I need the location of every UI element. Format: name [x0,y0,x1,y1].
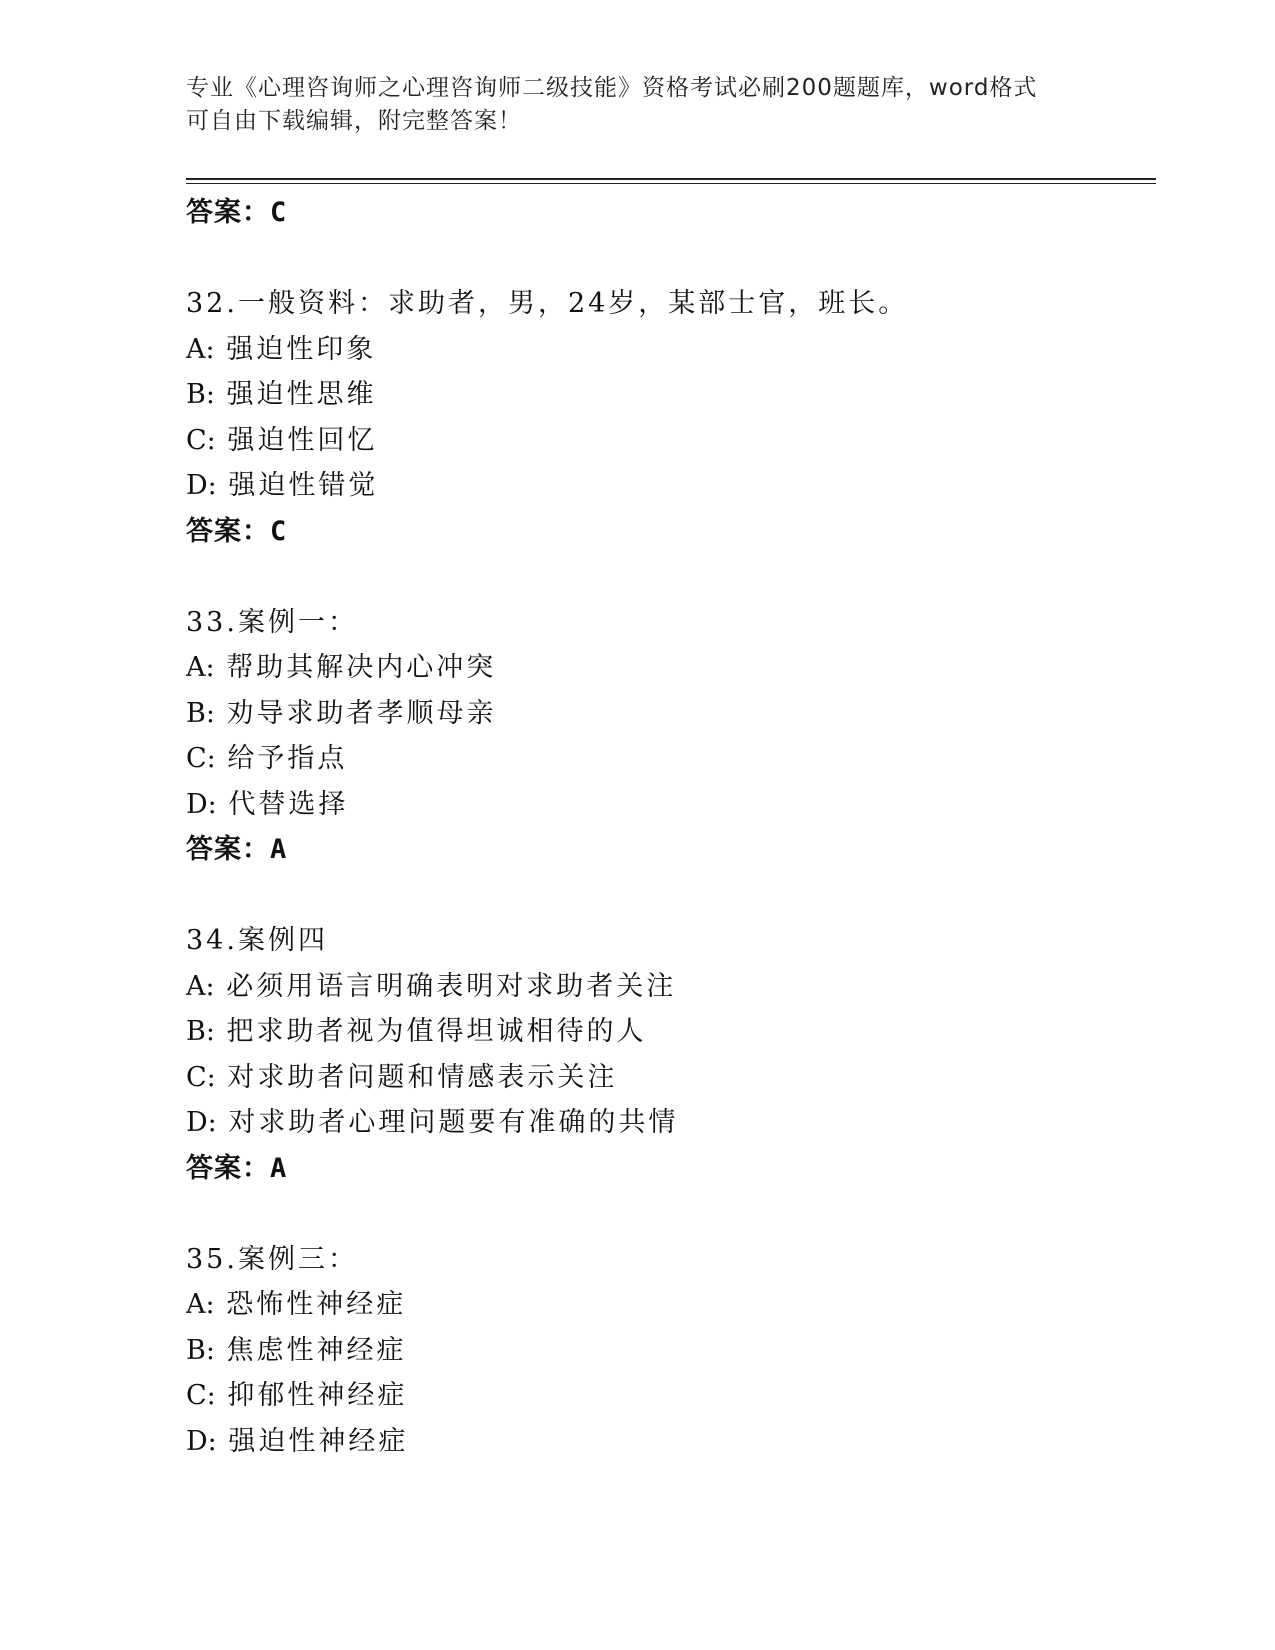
option-text: 恐怖性神经症 [226,1289,407,1320]
answer-value: A [270,1152,288,1184]
option-key: B: [186,379,215,410]
option-text: 对求助者问题和情感表示关注 [227,1061,618,1093]
option-text: 强迫性错觉 [228,470,379,501]
option-b [186,691,1146,737]
answer-line [186,190,1146,236]
option-c [186,1373,1146,1419]
option-key: C: [186,424,216,456]
option-text: 强迫性印象 [226,333,377,365]
option-text: 把求助者视为值得坦诚相待的人 [226,1016,647,1047]
question-block [186,918,1146,1191]
spacer [186,1191,1146,1237]
option-key: C: [186,1061,216,1093]
option-key: D: [186,1425,217,1457]
option-key: A: [186,1289,215,1320]
header-line-2: 可自由下载编辑，附完整答案！ [186,108,522,134]
spacer [186,873,1146,919]
option-b [186,372,1146,418]
option-key: B: [186,697,215,729]
header-line-1: 专业《心理咨询师之心理咨询师二级技能》资格考试必刷200题题库，word格式 [186,75,1038,101]
option-d [186,1419,1146,1465]
answer-value: C [270,197,288,228]
option-text: 强迫性神经症 [228,1425,409,1457]
question-stem: 32.一般资料：求助者，男，24岁，某部士官，班长。 [186,288,909,319]
option-text: 强迫性思维 [226,379,377,410]
spacer [186,554,1146,600]
answer-label: 答案： [186,834,270,865]
option-b [186,1328,1146,1374]
answer-line [186,827,1146,873]
question-list [186,190,1146,1464]
option-key: A: [186,652,215,683]
option-text: 焦虑性神经症 [226,1334,407,1366]
question-stem: 35.案例三： [186,1243,358,1275]
option-c [186,736,1146,782]
option-a [186,645,1146,691]
answer-label: 答案： [186,515,270,547]
option-d [186,1100,1146,1146]
answer-line [186,1146,1146,1192]
option-key: A: [186,333,215,365]
option-text: 帮助其解决内心冲突 [226,652,497,683]
option-text: 代替选择 [228,788,349,820]
option-key: B: [186,1016,215,1047]
answer-value: A [270,834,288,865]
option-text: 必须用语言明确表明对求助者关注 [226,970,677,1002]
option-text: 劝导求助者孝顺母亲 [226,697,497,729]
question-block [186,1237,1146,1465]
option-key: C: [186,743,216,774]
answer-value: C [270,515,288,547]
spacer [186,236,1146,282]
option-d [186,782,1146,828]
option-text: 抑郁性神经症 [227,1380,408,1411]
header-divider [186,178,1156,180]
option-b [186,1009,1146,1055]
option-a [186,964,1146,1010]
option-key: D: [186,788,217,820]
option-text: 强迫性回忆 [227,424,378,456]
question-stem: 33.案例一： [186,606,358,638]
option-key: D: [186,470,217,501]
option-key: B: [186,1334,215,1366]
option-key: D: [186,1107,217,1138]
question-stem: 34.案例四 [186,925,328,956]
document-header [186,72,1086,138]
option-text: 给予指点 [227,743,348,774]
answer-label: 答案： [186,197,270,228]
option-c [186,418,1146,464]
option-c [186,1055,1146,1101]
question-block [186,281,1146,554]
option-text: 对求助者心理问题要有准确的共情 [228,1107,679,1138]
question-block [186,600,1146,873]
option-d [186,463,1146,509]
option-a [186,327,1146,373]
option-key: C: [186,1380,216,1411]
option-key: A: [186,970,215,1002]
answer-label: 答案： [186,1152,270,1184]
header-divider-thin [186,183,1156,184]
option-a [186,1282,1146,1328]
answer-line [186,509,1146,555]
